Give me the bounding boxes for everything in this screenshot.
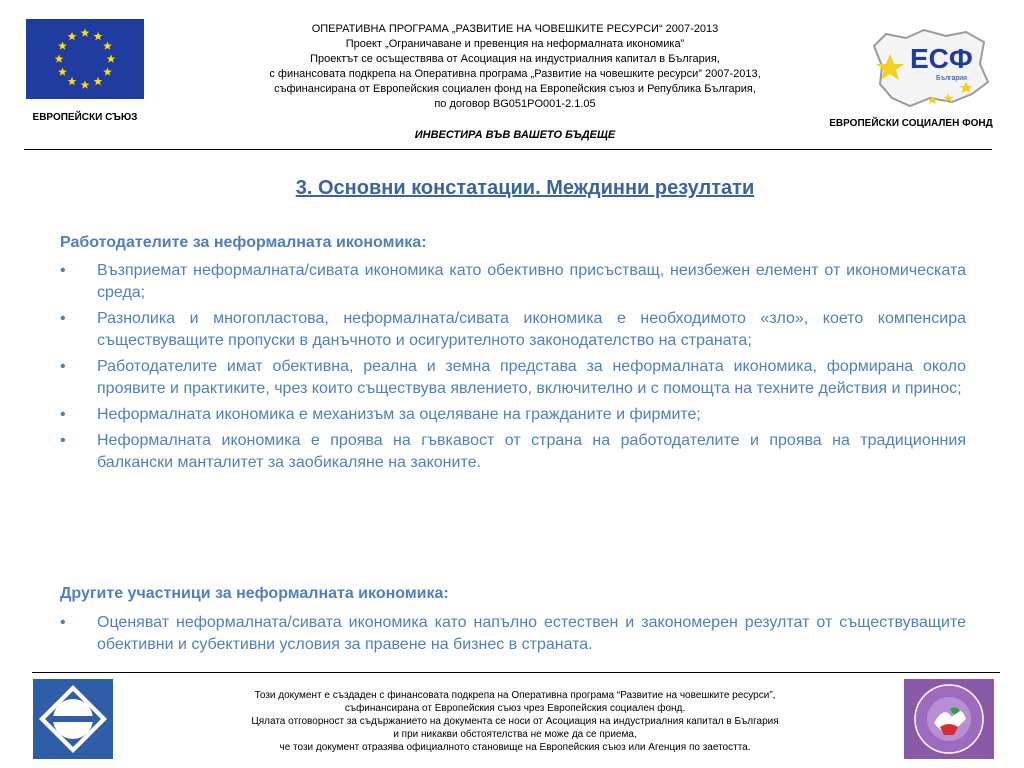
bullet-text: Работодателите имат обективна, реална и земна представа за неформалната икономика, формирана около проявите и практиките, чрез които съществува явлението, включително и с помощта на техните действия и принос; xyxy=(97,358,966,397)
eu-star-icon xyxy=(81,80,90,88)
bullet-icon: • xyxy=(60,310,66,327)
eu-flag-logo xyxy=(26,19,144,99)
eu-star-icon xyxy=(103,41,112,49)
header-line: Проектът се осъществява от Асоциация на индустриалния капитал в България, xyxy=(310,53,720,65)
eu-stars-icon xyxy=(26,19,144,99)
bullet-icon: • xyxy=(60,262,66,279)
section-heading-others: Другите участници за неформалната икономика: xyxy=(60,585,449,602)
list-item xyxy=(60,356,966,400)
partner-emblem-icon xyxy=(904,679,994,759)
eu-star-icon xyxy=(81,28,90,36)
header-line: съфинансирана от Европейския социален фонд на Европейския съюз и Република България, xyxy=(274,83,756,95)
list-item xyxy=(60,260,966,304)
bullet-text: Разнолика и многопластова, неформалната/сивата икономика е необходимото «зло», което компенсира съществуващите пропуски в данъчното и осигурителното законодателство на страната; xyxy=(97,310,966,349)
footer-disclaimer xyxy=(160,689,870,754)
header-divider xyxy=(24,149,992,150)
list-item xyxy=(60,308,966,352)
aik-emblem-icon xyxy=(33,679,113,759)
employers-bullet-list xyxy=(60,260,966,478)
header-text xyxy=(200,22,830,112)
partner-logo xyxy=(904,679,994,759)
esf-label: ЕВРОПЕЙСКИ СОЦИАЛЕН ФОНД xyxy=(829,118,993,129)
invest-slogan: ИНВЕСТИРА ВЪВ ВАШЕТО БЪДЕЩЕ xyxy=(414,129,616,141)
eu-star-icon xyxy=(58,41,67,49)
eu-star-icon xyxy=(68,32,77,40)
header-line: Проект „Ограничаване и превенция на неформалната икономика” xyxy=(345,38,685,50)
list-item xyxy=(60,404,966,426)
svg-text:България: България xyxy=(936,75,967,82)
bullet-text: Неформалната икономика е проява на гъвкавост от страна на работодателите и проява на традиционния балкански манталитет за заобикаляне на законите. xyxy=(97,432,966,471)
footer-line: че този документ отразява официалното становище на Европейския съюз или Агенция по заетостта. xyxy=(279,742,751,753)
footer-line: и при никакви обстоятелства не може да се приема, xyxy=(393,729,637,740)
eu-star-icon xyxy=(55,54,64,62)
bullet-icon: • xyxy=(60,406,66,423)
bullet-icon: • xyxy=(60,358,66,375)
bullet-text: Оценяват неформалната/сивата икономика като напълно естествен и закономерен резултат от съществуващите обективни и субективни условия за правене на бизнес в страната. xyxy=(97,614,966,653)
footer-line: Цялата отговорност за съдържанието на документа се носи от Асоциация на индустриалния капитал в България xyxy=(251,716,779,727)
list-item xyxy=(60,430,966,474)
others-bullet-list xyxy=(60,612,966,660)
bullet-icon: • xyxy=(60,432,66,449)
eu-star-icon xyxy=(103,67,112,75)
bullet-text: Възприемат неформалната/сивата икономика като обективно присъстващ, неизбежен елемент от икономическата среда; xyxy=(97,262,966,301)
header-line: ОПЕРАТИВНА ПРОГРАМА „РАЗВИТИЕ НА ЧОВЕШКИТЕ РЕСУРСИ“ 2007-2013 xyxy=(311,23,719,35)
section-heading-employers: Работодателите за неформалната икономика: xyxy=(60,234,427,251)
footer-line: съфинансирана от Европейския съюз чрез Европейския социален фонд. xyxy=(344,703,686,714)
eu-star-icon xyxy=(107,54,116,62)
eu-star-icon xyxy=(94,32,103,40)
eu-star-icon xyxy=(58,67,67,75)
eu-star-icon xyxy=(68,77,77,85)
footer-divider xyxy=(32,672,1000,673)
svg-text:ЕСФ: ЕСФ xyxy=(910,43,973,74)
bullet-text: Неформалната икономика е механизъм за оцеляване на гражданите и фирмите; xyxy=(97,406,701,423)
aik-logo xyxy=(33,679,113,759)
bullet-icon: • xyxy=(60,614,66,631)
esf-logo xyxy=(866,24,994,114)
eu-star-icon xyxy=(94,77,103,85)
header-line: с финансовата подкрепа на Оперативна програма „Развитие на човешките ресурси” 2007-2013, xyxy=(269,68,761,80)
eu-label: ЕВРОПЕЙСКИ СЪЮЗ xyxy=(32,112,138,123)
footer-line: Този документ е създаден с финансовата подкрепа на Оперативна програма “Развитие на човешките ресурси”, xyxy=(254,690,776,701)
list-item xyxy=(60,612,966,656)
bulgaria-map-icon xyxy=(866,24,994,114)
header-line: по договор BG051PO001-2.1.05 xyxy=(434,98,596,110)
slide-title: 3. Основни констатации. Междинни резултати xyxy=(295,177,755,199)
